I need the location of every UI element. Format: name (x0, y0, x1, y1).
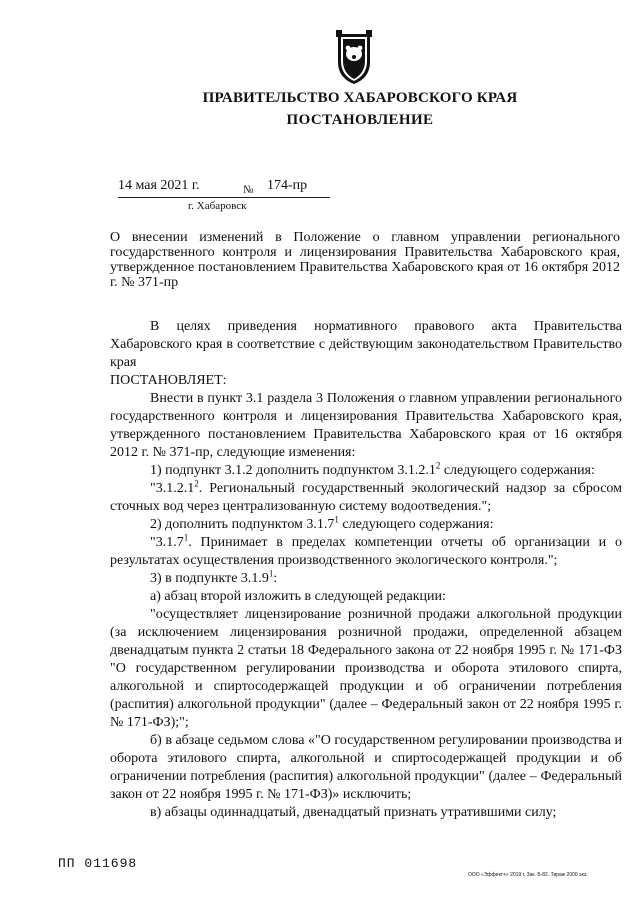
item-3: 3) в подпункте 3.1.9$^1$: (150, 568, 278, 586)
item-2-text: "3.1.7$^1$. Принимает в пределах компетенции отчеты об организации и о результатах осуществления производственного экологического контроля."; (110, 532, 622, 568)
document-body (110, 318, 622, 822)
form-serial-number: ПП 011698 (58, 856, 138, 871)
date-number-underline (118, 197, 330, 198)
organization-title: ПРАВИТЕЛЬСТВО ХАБАРОВСКОГО КРАЯ (202, 90, 518, 106)
item-1: 1) подпункт 3.1.2 дополнить подпунктом 3.1.2.1$^2$ следующего содержания: (150, 460, 595, 478)
document-subject: О внесении изменений в Положение о главном управлении регионального государственного контроля и лицензирования Правительства Хабаровского края, утвержденное постановлением Правительства Хабаровского края от 16 октября 2012 г. № 371-пр (110, 230, 620, 290)
coat-of-arms-emblem (332, 28, 376, 86)
item-1-text: "3.1.2.1$^2$. Региональный государственный экологический надзор за сбросом сточных вод через централизованную систему водоотведения."; (110, 478, 622, 514)
amendment-intro: Внести в пункт 3.1 раздела 3 Положения о главном управлении регионального государственного контроля и лицензирования Правительства Хабаровского края, утвержденного постановлением Правительства Хабаровского края от 16 октября 2012 г. № 371-пр, следующие изменения: (110, 391, 622, 460)
item-3b: б) в абзаце седьмом слова «"О государственном регулировании производства и оборота этилового спирта, алкогольной и спиртосодержащей продукции и об ограничении потребления (распития) алкогольной продукции" (далее – Федеральный закон от 22 ноября 1995 г. № 171-ФЗ)» исключить; (110, 733, 622, 802)
item-3c: в) абзацы одиннадцатый, двенадцатый признать утратившими силу; (150, 805, 557, 820)
item-2: 2) дополнить подпунктом 3.1.7$^1$ следующего содержания: (150, 514, 494, 532)
preamble: В целях приведения нормативного правового акта Правительства Хабаровского края в соответствие с действующим законодательством Правительство края (110, 319, 622, 370)
document-date: 14 мая 2021 г. (118, 178, 200, 193)
city: г. Хабаровск (188, 200, 247, 212)
printer-imprint: ООО «Эффект+» 2019 г. Зак. Б-82. Тираж 2000 экз. (468, 872, 588, 878)
document-type: ПОСТАНОВЛЕНИЕ (286, 112, 434, 128)
item-3a: а) абзац второй изложить в следующей редакции: (150, 589, 446, 604)
item-3a-text: "осуществляет лицензирование розничной продажи алкогольной продукции (за исключением лицензирования розничной продажи, определенной абзацем двенадцатым пункта 2 статьи 18 Федерального закона от 22 ноября 1995 г. № 171-ФЗ "О государственном регулировании производства и оборота этилового спирта, алкогольной и спиртосодержащей продукции и об ограничении потребления (распития) алкогольной продукции" (далее – Федеральный закон от 22 ноября 1995 г. № 171-ФЗ);"; (110, 607, 622, 730)
document-number: 174-пр (267, 178, 308, 193)
resolves-heading: ПОСТАНОВЛЯЕТ: (110, 373, 227, 388)
number-sign: № (243, 184, 254, 196)
